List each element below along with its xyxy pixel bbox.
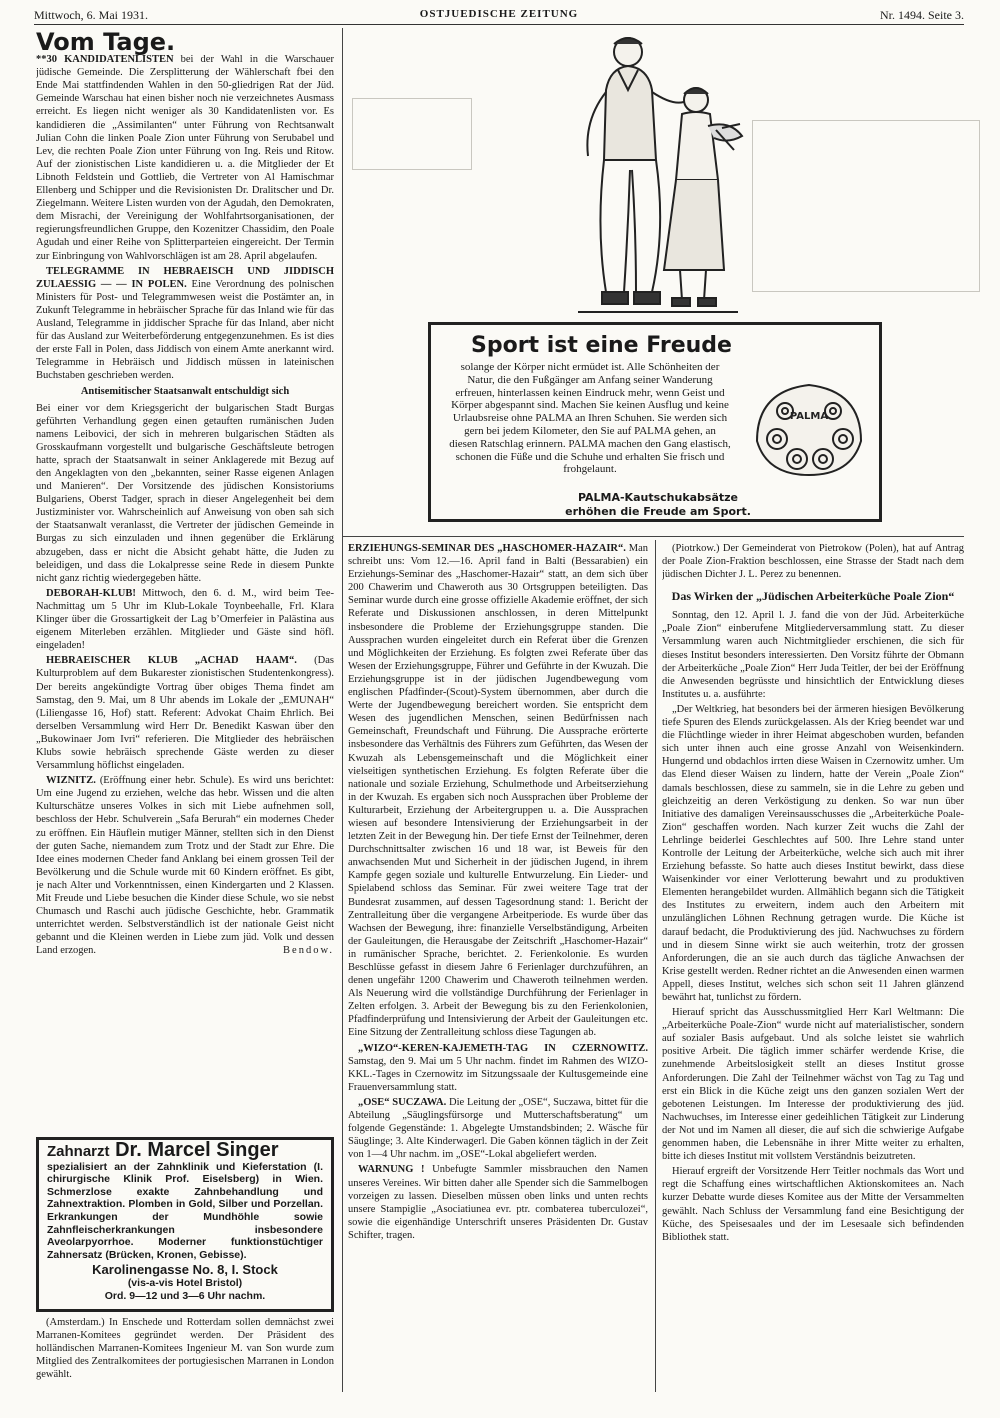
dentist-ad-vis: (vis-a-vis Hotel Bristol) bbox=[127, 1276, 243, 1289]
page-header bbox=[34, 6, 964, 26]
right-column bbox=[662, 542, 964, 1392]
article-wahl bbox=[36, 53, 334, 263]
article-seminar bbox=[348, 542, 648, 1040]
dentist-ad-address: Karolinengasse No. 8, I. Stock bbox=[92, 1262, 278, 1278]
left-column bbox=[36, 30, 334, 1134]
dentist-ad-hours: Ord. 9—12 und 3—6 Uhr nachm. bbox=[104, 1289, 266, 1302]
article-ose-head: „OSE“ SUCZAWA. bbox=[358, 1096, 447, 1108]
article-wahl-body: bei der Wahl in die Warschauer jüdische Gemeinde. Die Zersplitterung der Wählerschaft fbei den Ende Mai stattfindenden Wahlen in den 50-gliedrigen Rat der Jüd. Gemeinde Warschau hat einen bisher noch nie verzeichnetes Ausmass erreicht. Es liegen nicht weniger als 30 Kandidatenlisten vor. Es kandidieren die „Assimilanten“ unter Führung von Rechtsanwalt Julian Cohn die linken Poale Zion unter Führung von Serubabel und Lev, die rechten Poale Zion unter Führung von Ing. Reis und Ritow. Auf der zionistischen Liste kandidieren u. a. die Mitglieder der Et Libnoth Feldstein und Gottlieb, die Vertreter von Al Hamischmar Ellenberg und Schipper und die Revisionisten Dr. Dralitscher und Dr. Ziegelmann. Weitere Listen wurden von der Agudah, den Demokraten, dem Misrachi, der Vereinigung der Wohlfahrtsorganisationen, der regierungsfreundlichen Gruppe, den Kozenitzer Chassidim, den Poale Agudah und einer Reihe von Splitterparteien eingereicht. Der Termin zur Einbringung von Wahlvorschlägen ist am 28. April abgelaufen. bbox=[36, 54, 334, 262]
couple-illustration bbox=[548, 30, 758, 324]
article-warnung-head: WARNUNG ! bbox=[358, 1164, 425, 1176]
article-ose bbox=[348, 1096, 648, 1161]
article-arbeiterkueche-p1: Sonntag, den 12. April l. J. fand die von der Jüd. Arbeiterküche „Poale Zion“ einberufene Mitgliederversammlung statt. Zu dieser Versammlung waren auch Nichtmitglieder erschienen, die sich für dieses Institut besonders interessierten. Den Vorsitz führte der Obmann der Arbeiterküche „Poale Zion“ Herr Juda Teitler, der bei der Eröffnung die Anwesenden begrüsste und hinsichtlich der Entwicklung dieses Institutes u. a. ausführte: bbox=[662, 610, 964, 700]
article-telegramme bbox=[36, 265, 334, 383]
article-deborah-head: DEBORAH-KLUB! bbox=[46, 587, 136, 599]
article-arbeiterkueche-p3: Hierauf spricht das Ausschussmitglied Herr Karl Weltmann: Die „Arbeiterküche Poale-Zion“ wurde nicht auf materialistischer, sondern auf sozialer Basis aufgebaut. Und als solche leistet sie wahrlich positive Arbeit. Die täglich immer schärfer werdende Krise, die zunehmende Arbeitslosigkeit stellt an dieses Institut grosse Anforderungen. Die Zahl der Teilnehmer wächst von Tag zu Tag und erst ein Blick in die Küche zeigt uns den ganzen sozialen Wert der gebotenen Leistungen. Im Interesse der produktivierung des jüd. Nachwuchses, im Interesse einer gedeihlichen Tätigkeit zur Linderung der Not und im Namen all dieser, die auf sich die schwierige Aufgabe genommen haben, die Lebensnähe in ihrer Mitte weiter zu erhalten, bitte ich dieses Institut mit vollstem Verständnis beizutreten. bbox=[662, 1007, 964, 1163]
article-warnung bbox=[348, 1163, 648, 1242]
article-wizo-body: Samstag, den 9. Mai um 5 Uhr nachm. findet im Rahmen des WIZO-KKL.-Tages in Czernowitz im Sitzungssaale der Kultusgemeinde eine Frauenversammlung statt. bbox=[348, 1055, 648, 1093]
article-wiznitz-body: (Eröffnung einer hebr. Schule). Es wird uns berichtet: Um eine Jugend zu erziehen, welche das hebr. Wissen und die alten Kulturschätze unseres Volkes in sich mit Liebe aufnehmen soll, beschloss der Hebr. Schulverein „Safa Berurah“ ein modernes Cheder zu eröffnen. Ein Häuflein mutiger Männer, stellten sich in den Dienst der guten Sache, niemandem zum Trotz und der Stadt zur Ehre. Die Idee eines modernen Cheder fand Anklang bei einem grossen Teil der Bevölkerung und die Schule wurde mit 60 Kindern eröffnet. Es gibt, je nach Alter und Vorkenntnissen, einen Kindergarten und 2 Klassen. Mit Freude und Liebe besuchen die Kinder diese Schule, wo sie nebst Chumasch und Raschi auch jüdische Geschichte, hebr. Grammatik unterrichtet werden. Selbstverständlich ist der nationale Geist nicht gebannt und die Kleinen werden in Liebe zum jüd. Volk und dessen Land erzogen. bbox=[36, 775, 334, 957]
article-staatsanwalt-body: Bei einer vor dem Kriegsgericht der bulgarischen Stadt Burgas geführten Verhandlung gegen einen getauften rumänischen Juden namens Leibovici, der sich in mehreren bulgarischen Städten als Grosskaufmann vorgestellt und bulgarische Geschäftsleute betrogen hatte, sprach der Staatsanwalt in seiner Anklagerede mit Bezug auf den Angeklagten von den „bekannten, seiner Rasse eigenen Anlagen und Manieren“. Der Vorsitzende des jüdischen Konsistoriums Bulgariens, Oberst Tadger, sprach in dieser Angelegenheit bei dem Justizminister vor. Wahrscheinlich auf Anweisung von oben sah sich der Staatsanwalt veranlasst, die Vertreter der jüdischen Gemeinde in Burgas zu sich einzuladen und ihnen gegenüber die Erklärung abzugeben, dass er nicht die Absicht gehabt hätte, die Juden zu beleidigen, und dass die Lokalpresse seine Rede in diesem Punkte nicht ganz richtig wiedergegeben hätte. bbox=[36, 402, 334, 584]
dentist-ad-title-b: Dr. Marcel Singer bbox=[115, 1139, 279, 1161]
article-seminar-body: Man schreibt uns: Vom 12.—16. April fand in Balti (Bessarabien) ein Erziehungs-Seminar des „Haschomer-Hazair“ statt, an dem sich über 200 Chawerim und Chaweroth aus 30 Ortsgruppen beteiligten. Das Seminar wurde durch eine grosse offizielle Akademie eröffnet, der sich Referate und Diskussionen anschlossen, in deren Mittelpunkt insbesondere die Probleme der Erziehungsgruppe standen. Die Aussprachen wurden eingeleitet durch ein Referat über die Grenzen und Möglichkeiten der Erziehung. Es folgten zwei Referate über das Wesen der Erziehungsgruppe, Führer und Geführte in der Kwuzah. Die Erziehungsgruppe ist in der jüdischen Jugendbewegung vom englischen Pfadfinder-(Scout)-System übernommen, aber durch die Werte der Jugendbewegung bereichert worden. Sie entspricht dem Wesen des jugendlichen Menschen, seinen Bedürfnissen nach Gemeinschaft, Freundschaft und Führung. Die Aussprache erörterte insbesondere das Verhältnis des Führers zum Geführten, das Wesen der Kwuzah als Lebensgemeinschaft und die Möglichkeit einer vielseitigen synthetischen Erziehung. Es folgten Referate über die nationale und soziale Erziehung, Schulmethode und Arbeitserziehung in der Kwuzah. Es ergaben sich noch Aussprachen über Probleme der Kulturarbeit, Erziehung der Arbeitergruppen u. a. Die Aussprachen wiesen auf besondere Intensivierung der Erziehungsarbeit in der letzten Zeit in der Bewegung hin. Der tiefe Ernst der Teilnehmer, deren Durchschnittsalter zwischen 16 und 18 war, ist Beweis für den anwachsenden Mut und Sicherheit in der jüdischen Jugend, in ihrem Kampfe gegen soziale und kulturelle Entwurzelung. Ein Lieder- und Spielabend schloss das Seminar. Für zwei weitere Tage trat der Bundesrat zusammen, auf dessen Tagesordnung stand: 1. Bericht der Zentralleitung über die vergangene Arbeitperiode. Es wurde über das Wachsen der Bewegung, ihre: finanzielle Verselbständigung, Arbeiten der Gauleitungen, die Herausgabe der Zeitschrift „Haschomer-Hazair“ in rumänischer Sprache, berichtet. 2. Ferienkolonie. Es wurden Beschlüsse gefasst in diesem Jahre 6 Ferienlager durchzuführen, an denen ungefähr 1200 Chawerim und Chaweroth teilnehmen werden. Als Neuerung wird die vollständige Durchführung der Ferienlager in Zelten erfolgen. 3. Arbeit der Bewegung bis zu den Ferienkolonien, Pfadfinderprüfung und Intensivierung der Arbeit der Gauleitungen etc. Eine Sitzung der Zentralleitung schloss diese Tagungen ab. bbox=[348, 543, 648, 1039]
article-deborah-body: Mittwoch, den 6. d. M., wird beim Tee-Nachmittag um 5 Uhr im Klub-Lokale Toynbeehalle, Frl. Klara Klinger über die Grossartigkeit der Lag b’Omerfeier in Palästina aus eigenem Miterleben erzählen. Mitglieder und Gäste sind höfl. eingeladen! bbox=[36, 587, 334, 652]
article-telegramme-head: TELEGRAMME IN HEBRAEISCH UND JIDDISCH ZULAESSIG — — IN POLEN. bbox=[36, 265, 334, 290]
article-staatsanwalt-head: Antisemitischer Staatsanwalt entschuldigt sich bbox=[80, 386, 290, 398]
dentist-ad-title bbox=[47, 1139, 323, 1161]
header-issue: Nr. 1494. Seite 3. bbox=[880, 8, 964, 22]
article-wiznitz-sign: Bendow. bbox=[283, 945, 334, 957]
article-telegramme-body: Eine Verordnung des polnischen Ministers für Post- und Telegrammwesen weist die Postämter an, in Zukunft Telegramme in hebräischer Sprache für das Inland wie für das Ausland, Telegramme in jiddischer Sprache für das Inland, aber nicht für das Ausland zur Weiterbeförderung entgegenzunehmen. Es ist dies der erste Fall in Polen, dass Jiddisch von einem Amte anerkannt wird. Telegramme in Hebräisch und Jiddisch müssen in lateinischen Buchstaben geschrieben werden. bbox=[36, 278, 334, 382]
dentist-ad-title-a: Zahnarzt bbox=[47, 1143, 110, 1160]
article-wizo bbox=[348, 1042, 648, 1094]
palma-ad-title: Sport ist eine Freude bbox=[471, 333, 732, 358]
column-rule-middle bbox=[342, 536, 964, 537]
article-piotrkow: (Piotrkow.) Der Gemeinderat von Pietrokow (Polen), hat auf Antrag der Poale Zion-Fraktion beschlossen, eine Strasse der Stadt nach dem jüdischen Dichter J. L. Perez zu benennen. bbox=[662, 543, 964, 581]
column-divider-right bbox=[655, 540, 656, 1392]
bleed-through-box-1 bbox=[352, 98, 472, 170]
bleed-through-box-2 bbox=[752, 120, 980, 292]
header-rule bbox=[34, 24, 964, 25]
article-achad-haam-body: (Das Kulturproblem auf dem Bukarester zionistischen Studentenkongress). Der bereits angekündigte Vortrag über obiges Thema findet am Samstag, den 9. Mai, um 8 Uhr abends im Lokale der „EMUNAH“ (Liliengasse 16, Hof) statt. Referent: Advokat Chaim Ehrlich. Bei derselben Versammlung wird Herr Dr. Benedikt Kaswan über den „Bukowinaer Jom Ivri“ referieren. Die Mitglieder des hebräischen Klubs sowie hebräisch sprechende Gäste werden zu dieser Versammlung höflichst eingeladen. bbox=[36, 655, 334, 772]
palma-ad-foot-2: erhöhen die Freude am Sport. bbox=[565, 505, 751, 518]
article-arbeiterkueche-head: Das Wirken der „Jüdischen Arbeiterküche Poale Zion“ bbox=[671, 589, 955, 604]
palma-ad-body: solange der Körper nicht ermüdet ist. Alle Schönheiten der Natur, die den Fußgänger am Anfang seiner Wanderung erfreuen, hinterlassen keinen Eindruck mehr, wenn Geist und Körper abgespannt sind. Machen Sie keinen Ausflug und keine Urlaubsreise ohne PALMA an Ihren Schuhen. Sie werden sich gern bei jedem Kilometer, den Sie auf PALMA gehen, an diesen Ratschlag erinnern. PALMA machen den Gang elastisch, schonen die Füße und die Schuhe und erhalten Sie frisch und frohgelaunt. bbox=[449, 361, 731, 476]
palma-ad-foot-1: PALMA-Kautschukabsätze bbox=[577, 491, 739, 504]
column-divider-left bbox=[342, 28, 343, 1392]
article-achad-haam bbox=[36, 654, 334, 772]
article-wiznitz bbox=[36, 774, 334, 957]
article-arbeiterkueche-p2: „Der Weltkrieg, hat besonders bei der ärmeren hiesigen Bevölkerung tiefe Spuren des Elends zurückgelassen. Als der Krieg beendet war und die Flüchtlinge wieder in ihrer Heimat abgeschoben wurden, befanden sich unter ihnen auch eine grosse Anzahl von Weisenkindern. Hungernd und obdachlos irrten diese Waisen in Czernowitz umher. Um das Elend dieser Waisen zu lindern, hatte der Verein „Poale Zion“ damals beschlossen, diese zu sammeln, sie in die Lehre zu geben und gleichzeitig an deren Verköstigung zu denken. So war nun über Initiative des damaligen Vereinsausschusses die „Arbeiterküche Poale-Zion“ geschaffen worden. Nach kurzer Zeit wuchs die Zahl der Lehrlinge beiderlei Geschlechtes auf 500. Ihre Lehre stand unter Kontrolle der Leitung der Arbeiterküche, welche sich auch mit ihrer Erziehung befasste. So hatte auch dieses Institut bewirkt, dass diese Waisenkinder vor einer Verlotterung bewahrt und zu produktiven Elementen herangebildet wurden. Allmählich begann sich die Tätigkeit des Institutes zu erweitern, indem auch den Arbeitern mit unzulänglichen Löhnen Rechnung getragen wurde. Die Küche ist darauf bedacht, die Produktivierung des jüd. Nachwuchses zu fördern und in diesem Sinne wirkt sie auch weiterhin, trotz der grossen Anforderungen, die an sie auch durch das tägliche Anwachsen der Krise gestellt werden. Redner richtet an die Anwesenden einen warmen Appell, dieses Institut, welches sich schon seit 11 Jahren glänzend bewährt hat, tunlichst zu fördern. bbox=[662, 703, 964, 1003]
article-wizo-head: „WIZO“-KEREN-KAJEMETH-TAG IN CZERNOWITZ. bbox=[358, 1042, 648, 1054]
section-title: Vom Tage. bbox=[36, 30, 176, 56]
article-ose-body: Die Leitung der „OSE“, Suczawa, bittet für die Abteilung „Säuglingsfürsorge und Mutterschaftsberatung“ um folgende Gegenstände: 1. Abgelegte Umstandsbinden; 2. Wäsche für Säuglinge; 3. Alte Kinderwagerl. Die Gaben können täglich in der Zeit von 1—4 Uhr nachm. im „OSE“-Lokal abgeliefert werden. bbox=[348, 1096, 648, 1161]
article-achad-haam-head: HEBRAEISCHER KLUB „ACHAD HAAM“. bbox=[46, 655, 297, 667]
palma-heel-icon bbox=[747, 375, 871, 483]
dentist-ad-body: spezialisiert an der Zahnklinik und Kieferstation (I. chirurgische Klinik Prof. Eiselsberg) in Wien. Schmerzlose exakte Zahnbehandlung und Zahnextraktion. Plomben in Gold, Silber und Porzellan. Erkrankungen der Mundhöhle sowie Zahnfleischerkrankungen insbesondere Aveolarpyorrhoe. Moderner funktionstüchtiger Zahnersatz (Brücken, Kronen, Gebisse). bbox=[47, 1160, 323, 1261]
palma-ad bbox=[428, 322, 882, 522]
header-date: Mittwoch, 6. Mai 1931. bbox=[34, 8, 148, 22]
article-wahl-head: **30 KANDIDATENLISTEN bbox=[36, 54, 174, 66]
header-paper-name: OSTJUEDISCHE ZEITUNG bbox=[419, 8, 579, 20]
palma-heel-label: PALMA bbox=[789, 411, 829, 422]
palma-ad-foot bbox=[431, 491, 885, 519]
article-wiznitz-head: WIZNITZ. bbox=[46, 775, 96, 787]
middle-column bbox=[348, 542, 648, 1392]
couple-drawing bbox=[548, 30, 758, 324]
article-arbeiterkueche-p4: Hierauf ergreift der Vorsitzende Herr Teitler nochmals das Wort und regt die Schaffung eines wirtschaftlichen Aktionskomitees an. Nach kurzer Debatte wurde dieses Komitee aus der Mitte der Versammelten gewählt. Nach Schluss der Versammlung fand eine Besichtigung der Küche, des Speisesaales und der im Lesesaale sich befindenden Bibliothek statt. bbox=[662, 1166, 964, 1243]
article-amsterdam: (Amsterdam.) In Enschede und Rotterdam sollen demnächst zwei Marranen-Komitees gegründet werden. Der Präsident des holländischen Marranen-Komitees Ingenieur M. van Son wurde zum Mitglied des Zentralkomitees der portugiesischen Marranen in London gewählt. bbox=[36, 1317, 334, 1381]
article-seminar-head: ERZIEHUNGS-SEMINAR DES „HASCHOMER-HAZAIR“. bbox=[348, 543, 626, 554]
article-warnung-body: Unbefugte Sammler missbrauchen den Namen unseres Vereines. Wir bitten daher alle Spender sich die Sammelbogen vorzeigen zu lassen. Dieselben müssen oben links und unten rechts unsere Stampiglie „Asociatiunea evr. ptr. combaterea tuberculozei“, sowie die eigenhändige Unterschrift unseres Präsidenten Dr. Gustav Schifter, tragen. bbox=[348, 1164, 648, 1241]
left-column-bottom bbox=[36, 1316, 334, 1392]
article-deborah bbox=[36, 587, 334, 652]
dentist-ad bbox=[36, 1137, 334, 1312]
